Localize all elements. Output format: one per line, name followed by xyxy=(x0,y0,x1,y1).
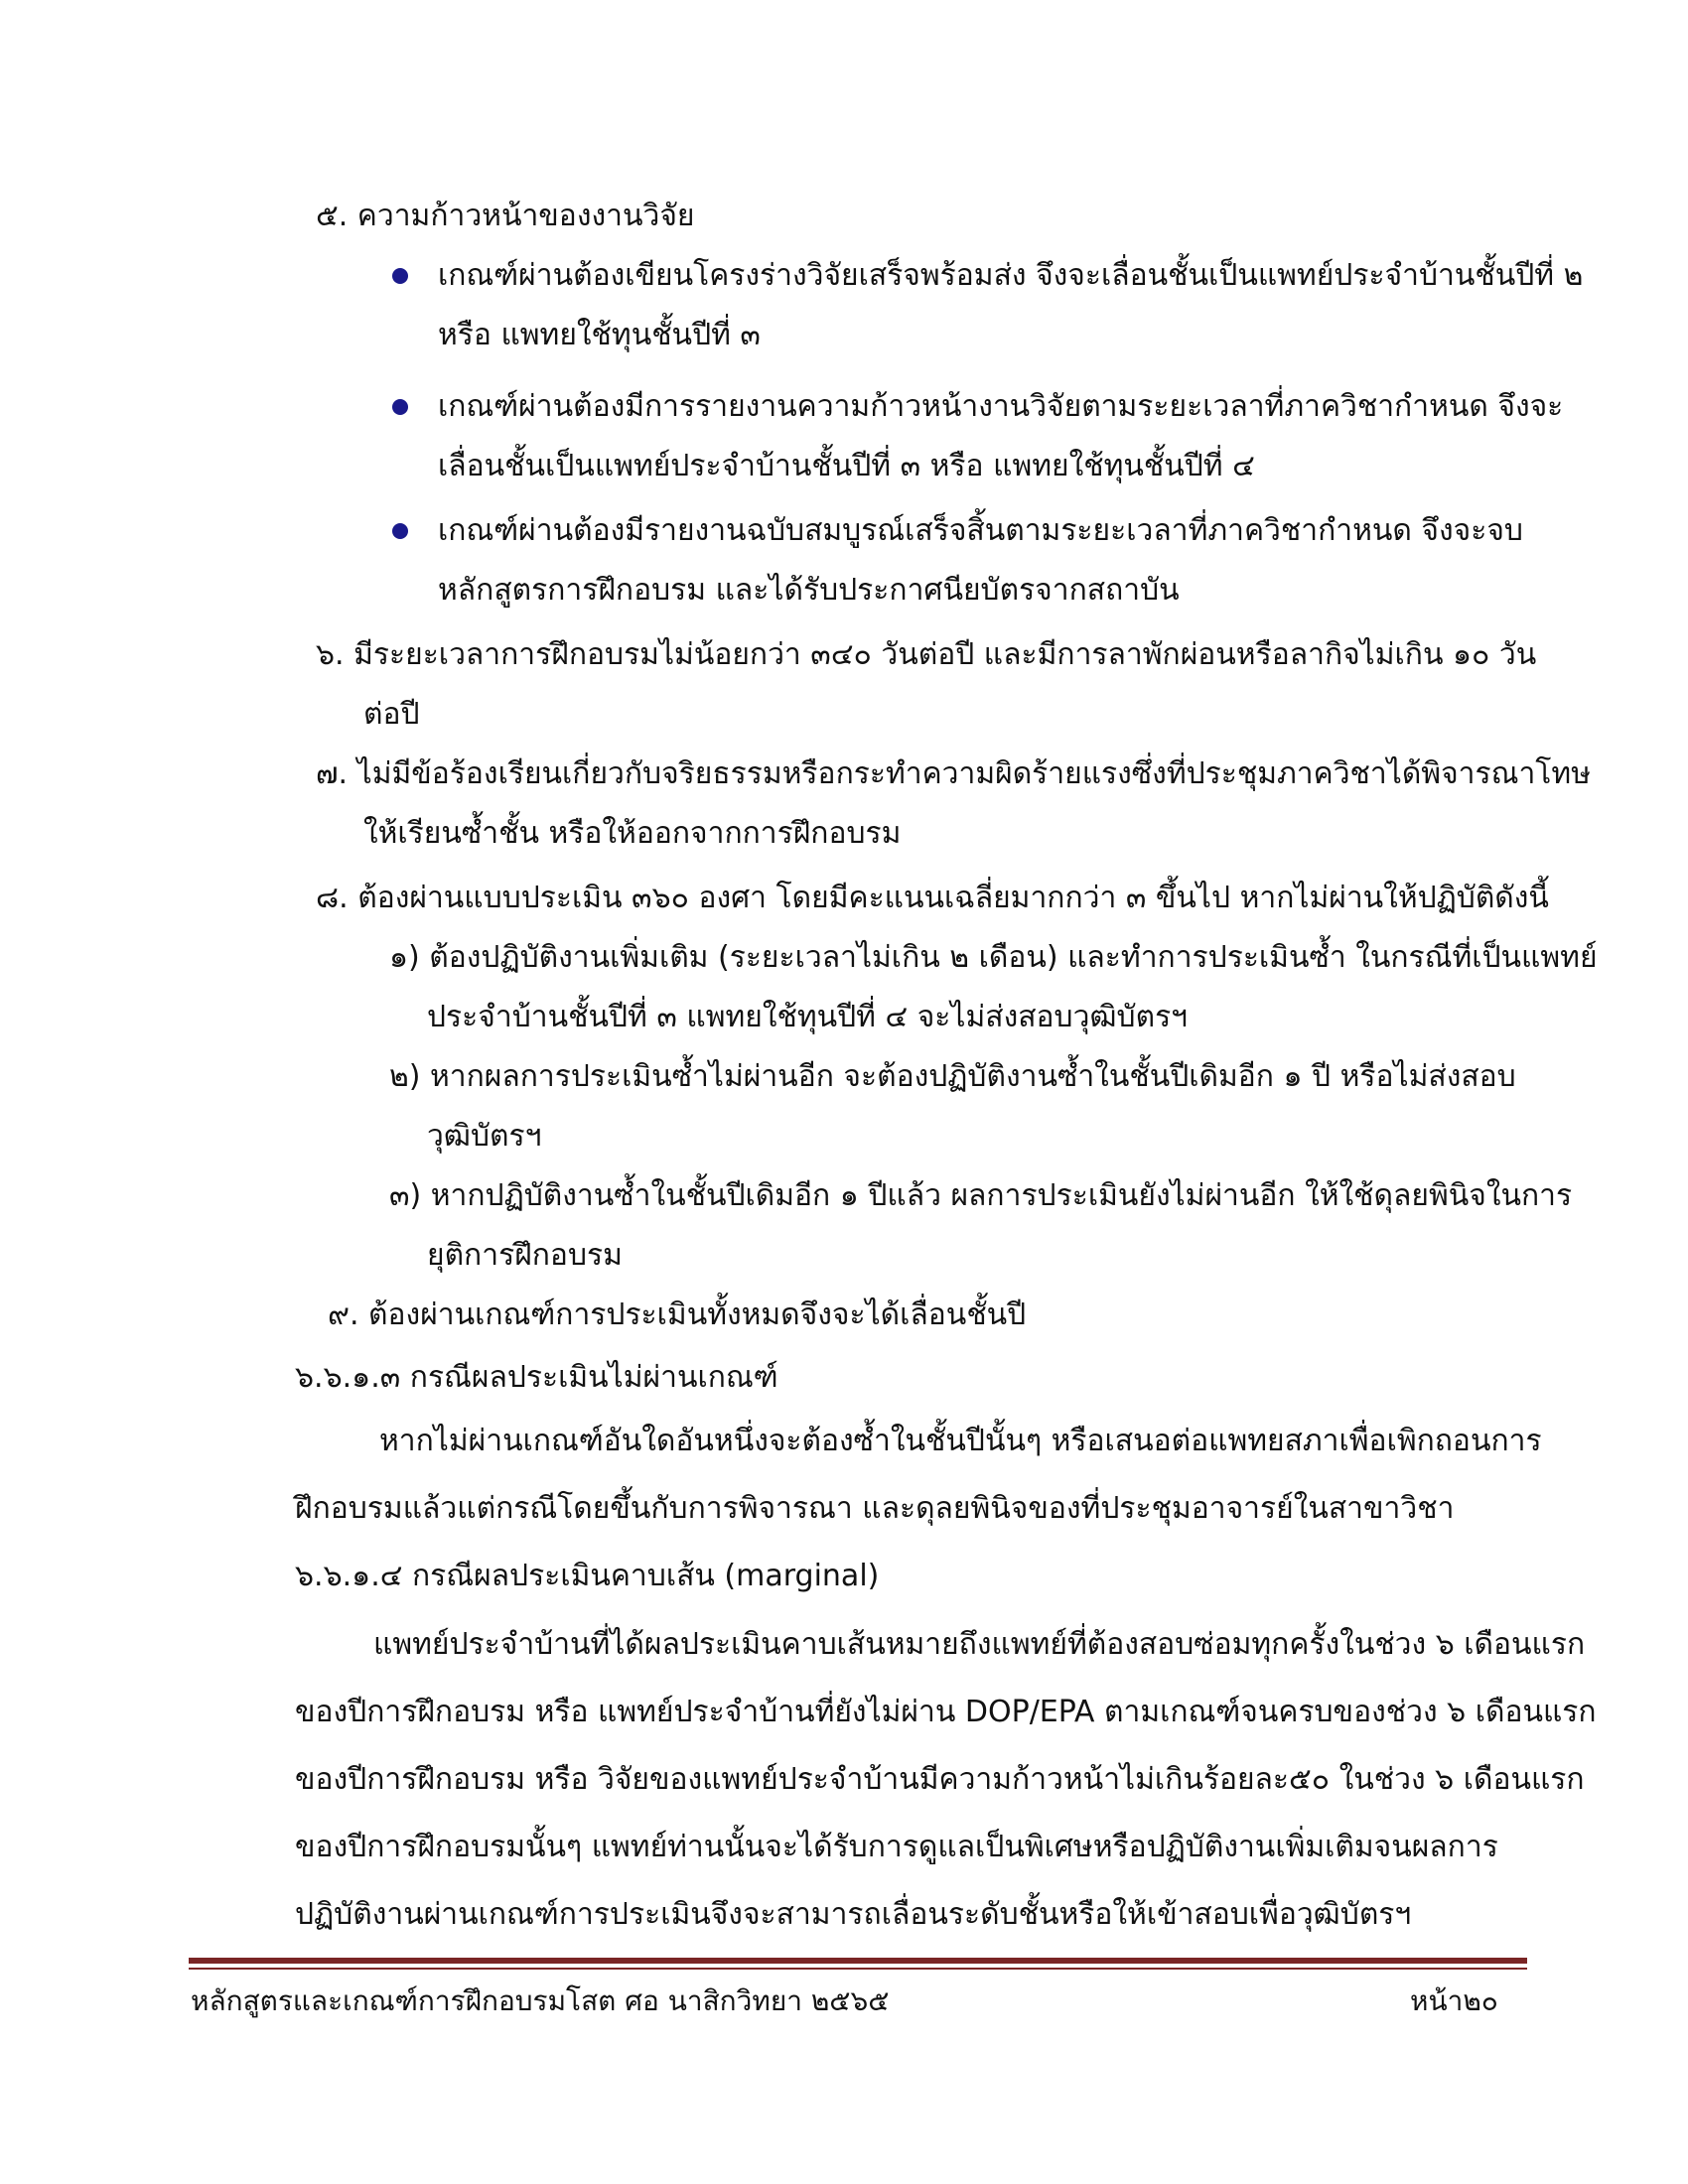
item9-text: ๙. ต้องผ่านเกณฑ์การประเมินทั้งหมดจึงจะได้เลื่อนชั้นปี xyxy=(328,1297,1027,1332)
item5-bullet2-line2: เลื่อนชั้นเป็นแพทย์ประจำบ้านชั้นปีที่ ๓ หรือ แพทยใช้ทุนชั้นปีที่ ๔ xyxy=(438,449,1255,483)
bullet-dot-icon xyxy=(392,523,408,539)
section-fail-line1: หากไม่ผ่านเกณฑ์อันใดอันหนึ่งจะต้องซ้ำในชั้นปีนั้นๆ หรือเสนอต่อแพทยสภาเพื่อเพิกถอนการ xyxy=(379,1424,1542,1458)
section-marginal-line2: ของปีการฝึกอบรม หรือ แพทย์ประจำบ้านที่ยังไม่ผ่าน DOP/EPA ตามเกณฑ์จนครบของช่วง ๖ เดือนแรก xyxy=(295,1695,1597,1729)
item6-line2: ต่อปี xyxy=(363,697,420,732)
item5-bullet3-line2: หลักสูตรการฝึกอบรม และได้รับประกาศนียบัตรจากสถาบัน xyxy=(438,573,1180,608)
footer-rule-thin xyxy=(189,1968,1527,1970)
item8-heading: ๘. ต้องผ่านแบบประเมิน ๓๖๐ องศา โดยมีคะแนนเฉลี่ยมากกว่า ๓ ขึ้นไป หากไม่ผ่านให้ปฏิบัติดังนี้ xyxy=(316,881,1549,915)
item8-sub3-line1: ๓) หากปฏิบัติงานซ้ำในชั้นปีเดิมอีก ๑ ปีแล้ว ผลการประเมินยังไม่ผ่านอีก ให้ใช้ดุลยพินิจในการ xyxy=(389,1178,1573,1213)
section-marginal-line3: ของปีการฝึกอบรม หรือ วิจัยของแพทย์ประจำบ้านมีความก้าวหน้าไม่เกินร้อยละ๕๐ ในช่วง ๖ เดือนแรก xyxy=(295,1762,1585,1797)
item8-sub2-line1: ๒) หากผลการประเมินซ้ำไม่ผ่านอีก จะต้องปฏิบัติงานซ้ำในชั้นปีเดิมอีก ๑ ปี หรือไม่ส่งสอบ xyxy=(389,1059,1516,1094)
section-marginal-heading: ๖.๖.๑.๔ กรณีผลประเมินคาบเส้น (marginal) xyxy=(295,1559,880,1593)
item7-line2: ให้เรียนซ้ำชั้น หรือให้ออกจากการฝึกอบรม xyxy=(363,816,902,851)
footer-document-title: หลักสูตรและเกณฑ์การฝึกอบรมโสต ศอ นาสิกวิทยา ๒๕๖๕ xyxy=(191,1984,890,2017)
item5-heading: ๕. ความก้าวหน้าของงานวิจัย xyxy=(316,199,695,233)
section-marginal-line4: ของปีการฝึกอบรมนั้นๆ แพทย์ท่านนั้นจะได้รับการดูแลเป็นพิเศษหรือปฏิบัติงานเพิ่มเติมจนผลการ xyxy=(295,1830,1498,1864)
item8-sub1-line2: ประจำบ้านชั้นปีที่ ๓ แพทยใช้ทุนปีที่ ๔ จะไม่ส่งสอบวุฒิบัตรฯ xyxy=(427,1000,1189,1034)
item5-bullet1-line2: หรือ แพทยใช้ทุนชั้นปีที่ ๓ xyxy=(438,318,761,352)
section-marginal-line5: ปฏิบัติงานผ่านเกณฑ์การประเมินจึงจะสามารถเลื่อนระดับชั้นหรือให้เข้าสอบเพื่อวุฒิบัตรฯ xyxy=(295,1897,1412,1932)
section-fail-line2: ฝึกอบรมแล้วแต่กรณีโดยขึ้นกับการพิจารณา และดุลยพินิจของที่ประชุมอาจารย์ในสาขาวิชา xyxy=(295,1491,1455,1526)
item7-line1: ๗. ไม่มีข้อร้องเรียนเกี่ยวกับจริยธรรมหรือกระทำความผิดร้ายแรงซึ่งที่ประชุมภาควิชาได้พิจารณาโทษ xyxy=(316,756,1591,791)
section-marginal-line1: แพทย์ประจำบ้านที่ได้ผลประเมินคาบเส้นหมายถึงแพทย์ที่ต้องสอบซ่อมทุกครั้งในช่วง ๖ เดือนแรก xyxy=(373,1627,1586,1662)
footer-page-number: หน้า๒๐ xyxy=(1410,1984,1498,2017)
item8-sub3-line2: ยุติการฝึกอบรม xyxy=(427,1238,623,1273)
item8-sub1-line1: ๑) ต้องปฏิบัติงานเพิ่มเติม (ระยะเวลาไม่เกิน ๒ เดือน) และทำการประเมินซ้ำ ในกรณีที่เป็นแพทย์ xyxy=(389,940,1598,975)
item8-sub2-line2: วุฒิบัตรฯ xyxy=(427,1119,542,1154)
section-fail-heading: ๖.๖.๑.๓ กรณีผลประเมินไม่ผ่านเกณฑ์ xyxy=(295,1360,778,1395)
item6-line1: ๖. มีระยะเวลาการฝึกอบรมไม่น้อยกว่า ๓๔๐ วันต่อปี และมีการลาพักผ่อนหรือลากิจไม่เกิน ๑๐ วัน xyxy=(316,637,1537,672)
bullet-dot-icon xyxy=(392,399,408,415)
bullet-dot-icon xyxy=(392,268,408,284)
item5-bullet2-line1: เกณฑ์ผ่านต้องมีการรายงานความก้าวหน้างานวิจัยตามระยะเวลาที่ภาควิชากำหนด จึงจะ xyxy=(438,389,1564,424)
footer-rule-thick xyxy=(189,1958,1527,1964)
item5-bullet1-line1: เกณฑ์ผ่านต้องเขียนโครงร่างวิจัยเสร็จพร้อมส่ง จึงจะเลื่อนชั้นเป็นแพทย์ประจำบ้านชั้นปีที่ ๒ xyxy=(438,258,1584,293)
item5-bullet3-line1: เกณฑ์ผ่านต้องมีรายงานฉบับสมบูรณ์เสร็จสิ้นตามระยะเวลาที่ภาควิชากำหนด จึงจะจบ xyxy=(438,513,1523,548)
